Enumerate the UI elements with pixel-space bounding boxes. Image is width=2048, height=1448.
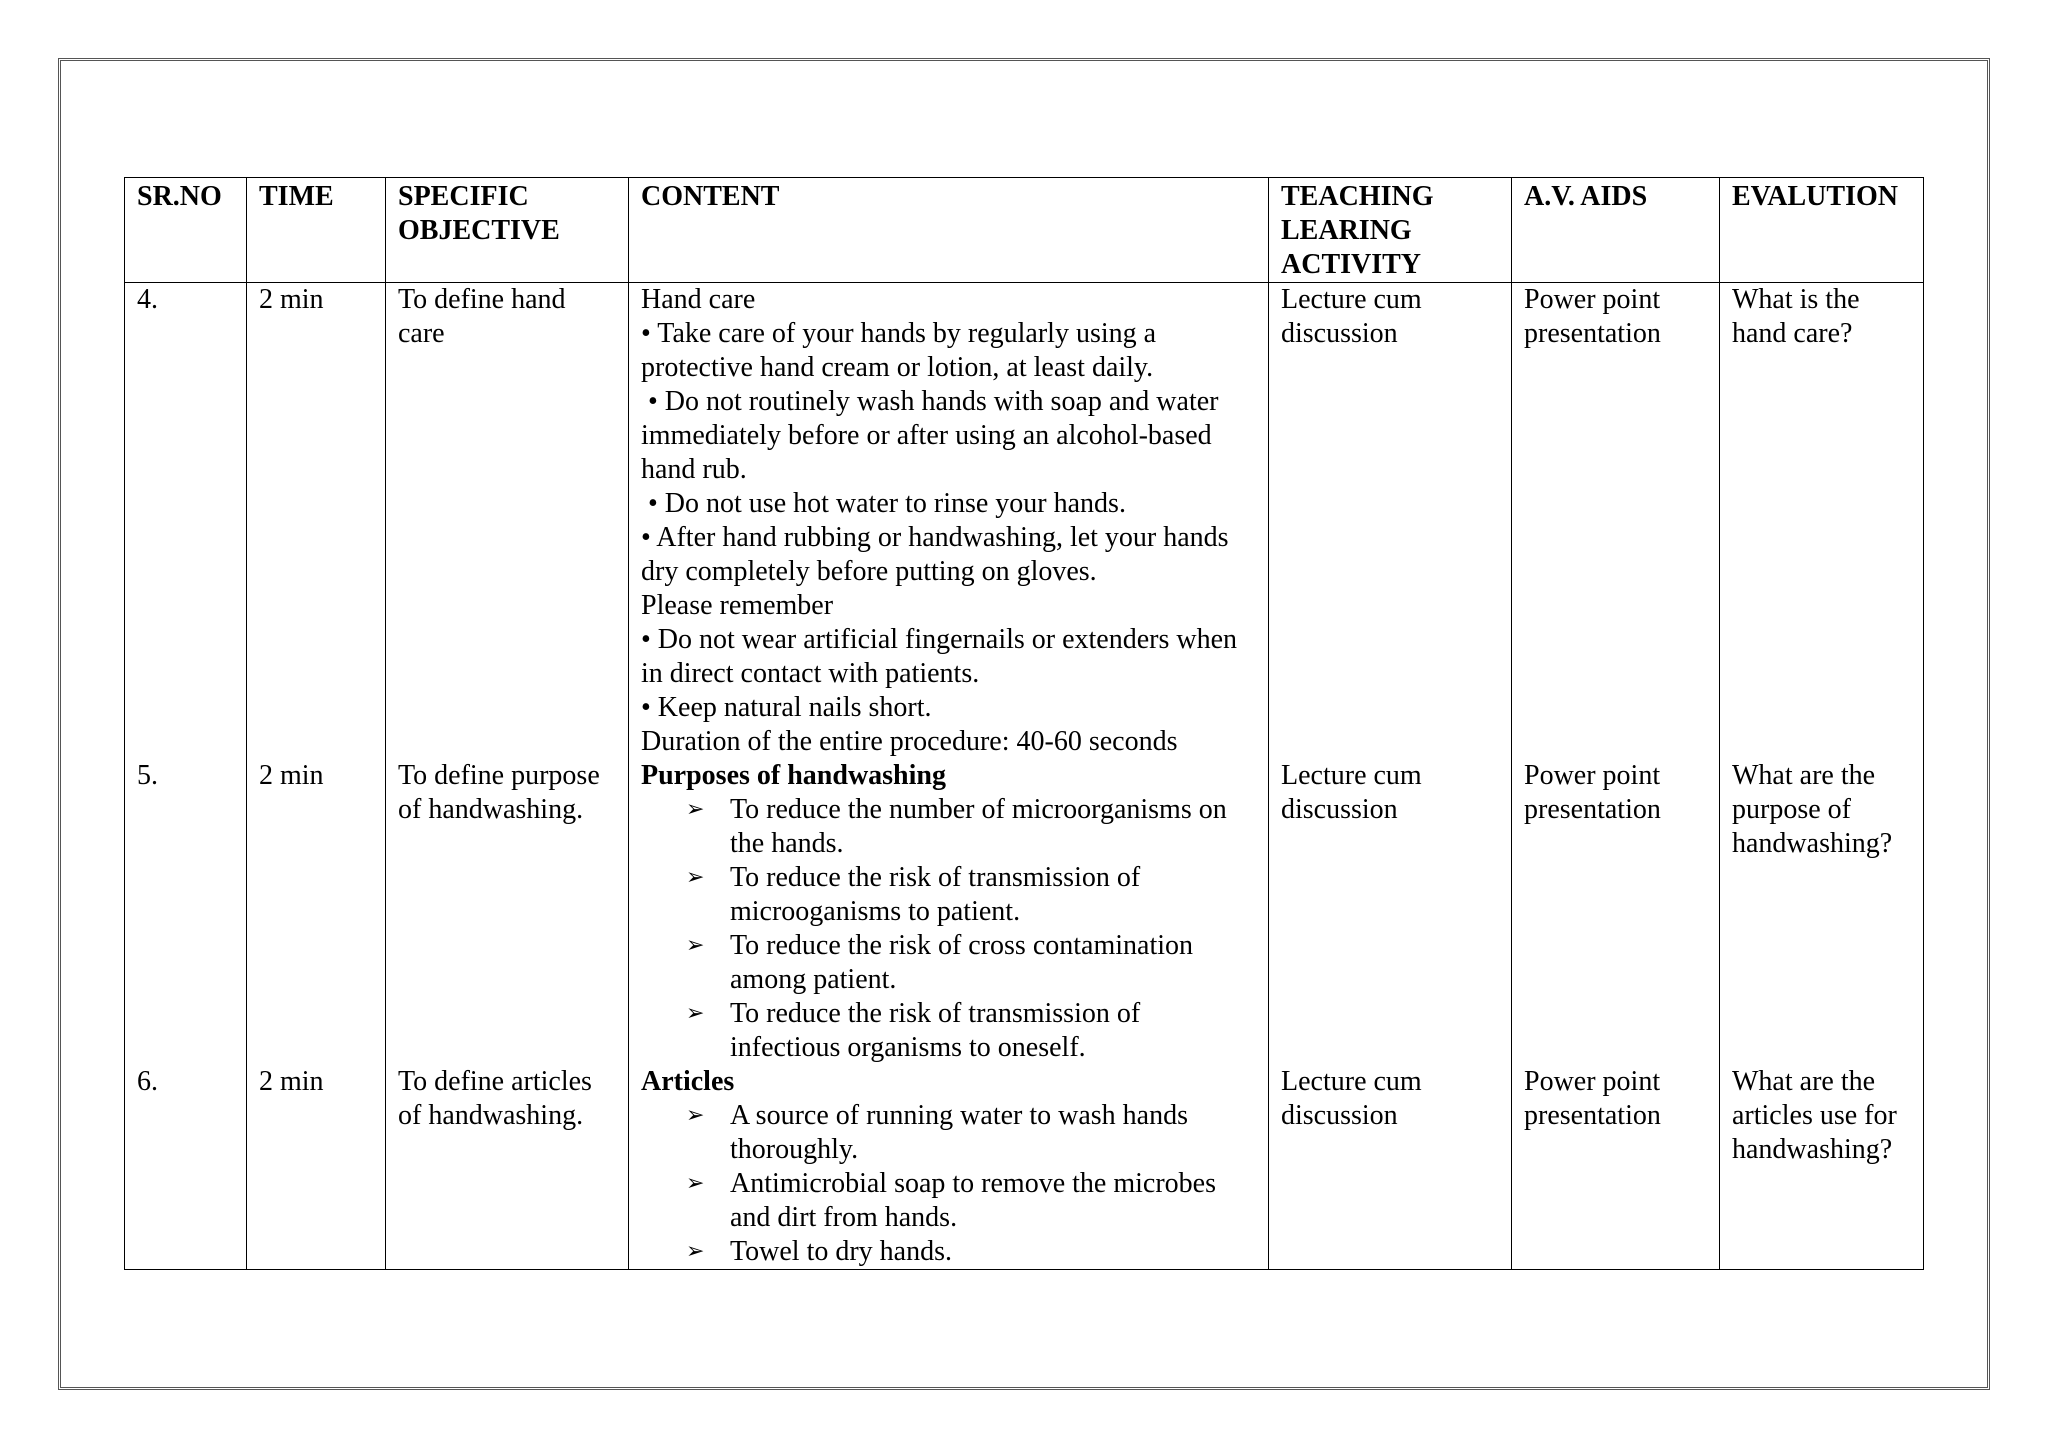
list-item: ➢ To reduce the risk of transmission of infectious organisms to oneself. bbox=[686, 998, 1141, 1063]
content-line: • Take care of your hands by regularly using a protective hand cream or lotion, at least daily. bbox=[641, 318, 1157, 383]
header-av-aids: A.V. AIDS bbox=[1512, 178, 1720, 283]
cell-evaluation: What is the hand care? bbox=[1720, 283, 1924, 760]
table-row bbox=[125, 283, 1924, 760]
content-bullet-list bbox=[641, 1099, 1256, 1269]
list-item: ➢ To reduce the risk of transmission of microoganisms to patient. bbox=[686, 862, 1141, 927]
content-heading: Articles bbox=[641, 1066, 735, 1097]
content-heading: Purposes of handwashing bbox=[641, 760, 946, 791]
cell-content bbox=[629, 283, 1269, 760]
content-line: • Do not use hot water to rinse your hands. bbox=[641, 488, 1126, 519]
cell-activity: Lecture cum discussion bbox=[1269, 759, 1512, 1065]
header-specific-objective: SPECIFIC OBJECTIVE bbox=[386, 178, 629, 283]
cell-activity: Lecture cum discussion bbox=[1269, 283, 1512, 760]
cell-evaluation: What are the articles use for handwashing? bbox=[1720, 1065, 1924, 1270]
table-row bbox=[125, 759, 1924, 1065]
cell-av-aids: Power point presentation bbox=[1512, 283, 1720, 760]
arrow-bullet-icon: ➢ bbox=[686, 1001, 705, 1026]
content-line: • Keep natural nails short. bbox=[641, 692, 932, 723]
arrow-bullet-icon: ➢ bbox=[686, 933, 705, 958]
content-line: • After hand rubbing or handwashing, let your hands dry completely before putting on gloves. bbox=[641, 522, 1229, 587]
cell-time: 2 min bbox=[247, 1065, 386, 1270]
header-content: CONTENT bbox=[629, 178, 1269, 283]
cell-content bbox=[629, 759, 1269, 1065]
content-title: Hand care bbox=[641, 284, 756, 315]
cell-evaluation: What are the purpose of handwashing? bbox=[1720, 759, 1924, 1065]
list-item: ➢ A source of running water to wash hands thoroughly. bbox=[686, 1100, 1189, 1165]
content-bullet-list bbox=[641, 793, 1256, 1065]
cell-objective: To define articles of handwashing. bbox=[386, 1065, 629, 1270]
list-item: ➢ Antimicrobial soap to remove the microbes and dirt from hands. bbox=[686, 1168, 1216, 1233]
arrow-bullet-icon: ➢ bbox=[686, 797, 705, 822]
header-evaluation: EVALUTION bbox=[1720, 178, 1924, 283]
list-item: ➢ To reduce the number of microorganisms on the hands. bbox=[686, 794, 1227, 859]
cell-time: 2 min bbox=[247, 759, 386, 1065]
list-item: ➢ To reduce the risk of cross contamination among patient. bbox=[686, 930, 1194, 995]
header-row bbox=[125, 178, 1924, 283]
table-row bbox=[125, 1065, 1924, 1270]
lesson-plan-table bbox=[124, 177, 1924, 1270]
content-line: Please remember bbox=[641, 590, 834, 621]
cell-sr-no: 4. bbox=[125, 283, 247, 760]
content-line: • Do not routinely wash hands with soap and water immediately before or after using an alcohol-based hand rub. bbox=[641, 386, 1226, 485]
list-item: ➢ Towel to dry hands. bbox=[686, 1236, 953, 1267]
cell-objective: To define purpose of handwashing. bbox=[386, 759, 629, 1065]
cell-av-aids: Power point presentation bbox=[1512, 759, 1720, 1065]
arrow-bullet-icon: ➢ bbox=[686, 1239, 705, 1264]
arrow-bullet-icon: ➢ bbox=[686, 1171, 705, 1196]
header-teaching-learning-activity: TEACHING LEARING ACTIVITY bbox=[1269, 178, 1512, 283]
cell-content bbox=[629, 1065, 1269, 1270]
cell-time: 2 min bbox=[247, 283, 386, 760]
header-time: TIME bbox=[247, 178, 386, 283]
cell-objective: To define hand care bbox=[386, 283, 629, 760]
arrow-bullet-icon: ➢ bbox=[686, 865, 705, 890]
cell-sr-no: 5. bbox=[125, 759, 247, 1065]
content-line: Duration of the entire procedure: 40-60 seconds bbox=[641, 726, 1178, 757]
header-sr-no: SR.NO bbox=[125, 178, 247, 283]
cell-av-aids: Power point presentation bbox=[1512, 1065, 1720, 1270]
content-line: • Do not wear artificial fingernails or extenders when in direct contact with patients. bbox=[641, 624, 1238, 689]
arrow-bullet-icon: ➢ bbox=[686, 1103, 705, 1128]
cell-sr-no: 6. bbox=[125, 1065, 247, 1270]
cell-activity: Lecture cum discussion bbox=[1269, 1065, 1512, 1270]
